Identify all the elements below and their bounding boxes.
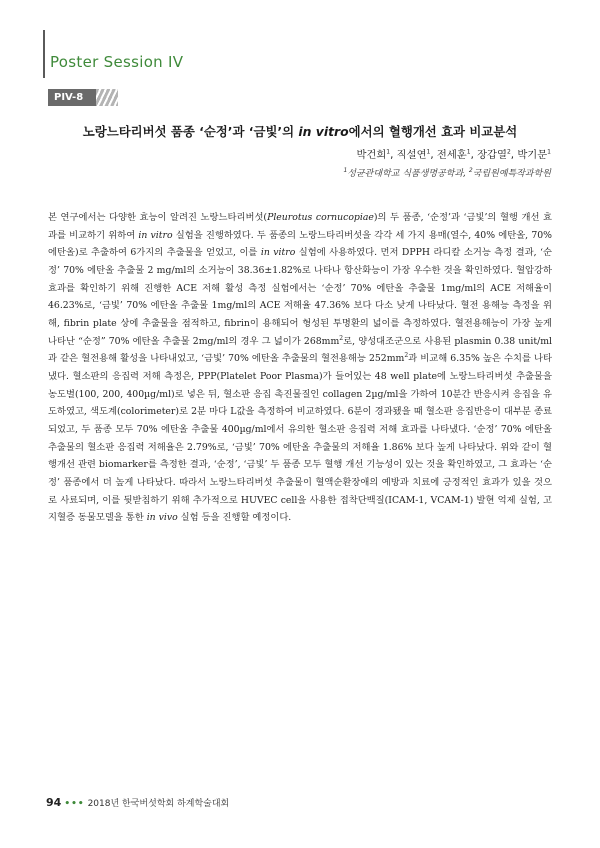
- page-number: 94: [46, 796, 62, 809]
- session-title: Poster Session IV: [50, 53, 184, 71]
- author: 직설연: [396, 149, 427, 161]
- author: 장갑열: [477, 149, 507, 161]
- badge-stripes: [96, 89, 118, 106]
- text-run: 본 연구에서는 다양한 효능이 알려진 노랑느타리버섯(: [48, 212, 268, 223]
- paper-title: [0, 122, 600, 140]
- poster-badge: [48, 89, 118, 106]
- footer-dots: •••: [64, 799, 85, 809]
- text-run: 로, 양성대조군으로 사용된 plasmin 0.38 unit/ml과 같은 혈전용해 활성을 나타내었고, ‘금빛’ 70% 에탄올 추출물의 혈전용해능 252mm: [48, 335, 552, 365]
- text-run: )의 두 품종, ‘순정’과 ‘금빛’의 혈행 개선 효과를 비교하기 위하여: [48, 212, 552, 241]
- page-footer: [46, 796, 229, 809]
- author-affil-mark: 1: [426, 148, 431, 156]
- author: 박기문: [517, 149, 548, 161]
- italic-term: in vitro: [138, 229, 173, 241]
- author-affil-mark: 1: [386, 148, 391, 156]
- author-affil-mark: 2: [506, 148, 511, 156]
- affil-mark: 1: [343, 167, 348, 174]
- title-pre: 노랑느타리버섯 품종 ‘순정’과 ‘금빛’의: [82, 124, 299, 139]
- author-list: 박건희$^1$, 직설연$^1$, 전세훈$^1$, 장갑열$^2$, 박기문$^1$: [356, 148, 551, 161]
- text-run: 실험 등을 진행할 예정이다.: [177, 512, 292, 524]
- affil-mark: 2: [468, 167, 473, 174]
- abstract-paragraph: [48, 209, 552, 527]
- poster-id: PIV-8: [48, 89, 96, 106]
- affiliation: 성균관대학교 식품생명공학과: [347, 169, 464, 179]
- author-affil-mark: 1: [466, 148, 471, 156]
- header-rule: [43, 30, 45, 78]
- author-affil-mark: 1: [547, 148, 551, 156]
- superscript: 2: [404, 352, 409, 360]
- affiliation: 국립원예특작과학원: [472, 169, 551, 179]
- affiliations: $^1$성균관대학교 식품생명공학과, $^2$국립원예특작과학원: [343, 167, 551, 179]
- author: 전세훈: [436, 149, 467, 161]
- title-italic: in vitro: [298, 124, 349, 139]
- species-name: Pleurotus cornucopiae: [267, 212, 374, 223]
- abstract-body: [48, 209, 552, 527]
- author: 박건희: [356, 149, 387, 161]
- italic-term: in vitro: [260, 247, 296, 259]
- superscript: 2: [339, 334, 344, 342]
- conference-name: 2018년 한국버섯학회 하계학술대회: [87, 799, 230, 809]
- text-run: 실험에 사용하였다. 먼저 DPPH 라디칼 소거능 측정 결과, ‘순정’ 70% 에탄올 추출물 2 mg/ml의 소거능이 38.36±1.82%로 나타나 항산화능이 가장 우수한 것을 확인하였다. 혈압강하효과를 확인하기 위해 진행한 ACE 저해 활성 측정 실험에서는 ‘순정’ 70% 에탄올 추출물 1mg/ml의 ACE 저해율이 46.23%로, ‘금빛’ 70% 에탄올 추출물 1mg/ml의 ACE 저해율 47.36% 보다 다소 낮게 나타났다. 혈전 용해능 측정을 위해, fibrin plate 상에 추출물을 점적하고, fibrin이 용해되어 형성된 투명환의 넓이를 측정하였다. 혈전용해능이 가장 높게 나타난 “순정” 70% 에탄올 추출물 2mg/ml의 경우 그 넓이가 268mm: [48, 247, 552, 347]
- italic-term: in vivo: [146, 512, 178, 524]
- title-post: 에서의 혈행개선 효과 비교분석: [348, 124, 518, 139]
- text-run: 과 비교해 6.35% 높은 수치를 나타냈다. 혈소판의 응집력 저해 측정은, PPP(Platelet Poor Plasma)가 들어있는 48 well plate에 노랑느타리버섯 추출물을 농도별(100, 200, 400µg/ml)로 넣은 뒤, 혈소판 응집 촉진물질인 collagen 2µg/ml을 가하여 10분간 반응시켜 응집을 유도하였고, 색도계(colorimeter)로 2분 마다 L값을 측정하여 비교하였다. 6분이 경과됐을 때 혈소판 응집반응이 대부분 종료되었고, 두 품종 모두 70% 에탄올 추출물 400µg/ml에서 유의한 혈소판 응집력 저해 효과를 나타냈다. ‘순정’ 70% 에탄올 추출물의 혈소판 응집력 저해율은 2.79%로, ‘금빛’ 70% 에탄올 추출물의 저해율 1.86% 보다 높게 나타났다. 위와 같이 혈행개선 관련 biomarker를 측정한 결과, ‘순정’, ‘금빛’ 두 품종 모두 혈행 개선 기능성이 있는 것을 확인하였고, 그 효과는 ‘순정’ 품종에서 더 높게 나타났다. 따라서 노랑느타리버섯 추출물이 혈액순환장애의 예방과 치료에 긍정적인 효과가 있을 것으로 사료되며, 이를 뒷받침하기 위해 추가적으로 HUVEC cell을 사용한 접착단백질(ICAM-1, VCAM-1) 발현 억제 실험, 고지혈증 동물모델을 통한: [48, 353, 552, 524]
- text-run: 실험을 진행하였다. 두 품종의 노랑느타리버섯을 각각 세 가지 용매(열수, 40% 에탄올, 70% 에탄올)로 추출하여 6가지의 추출물을 얻었고, 이를: [48, 229, 552, 259]
